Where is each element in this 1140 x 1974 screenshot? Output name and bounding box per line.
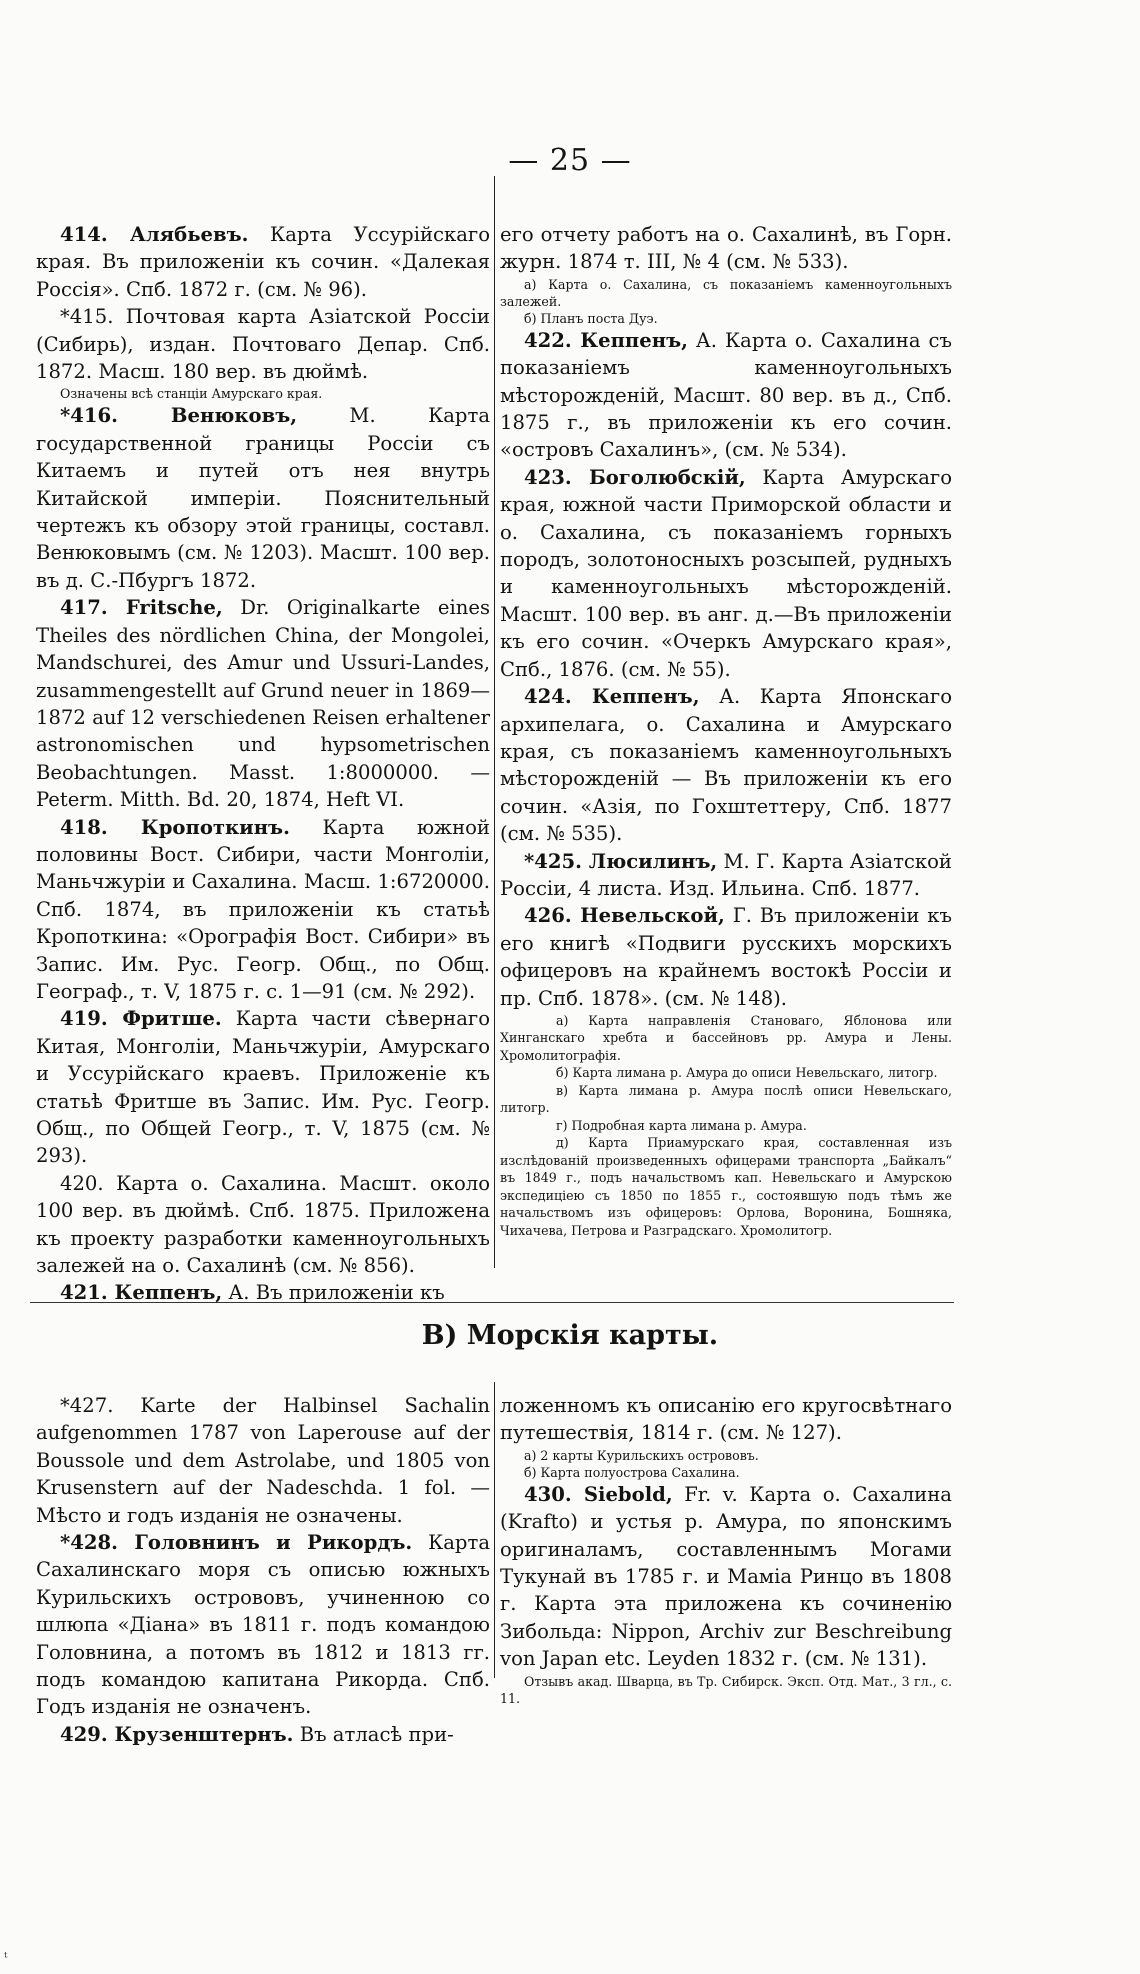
section-title: B) Морскія карты. xyxy=(421,1320,719,1351)
bibliography-entry xyxy=(500,327,952,464)
bibliography-entry xyxy=(36,814,490,1006)
entry-note xyxy=(36,385,490,402)
page-number: — 25 — xyxy=(508,143,632,178)
entry-subnote xyxy=(500,1134,952,1239)
column-4 xyxy=(500,1392,952,1707)
entry-text: Означены всѣ станціи Амурскаго края. xyxy=(60,386,323,402)
entry-note xyxy=(500,1673,952,1707)
entry-text: б) Карта полуострова Сахалина. xyxy=(524,1464,740,1480)
bibliography-entry xyxy=(36,594,490,813)
entry-text: Отзывъ акад. Шварца, въ Тр. Сибирск. Эксп. Отд. Мат., 3 гл., с. 11. xyxy=(500,1673,952,1706)
entry-author: 430. Siebold, xyxy=(524,1482,673,1506)
entry-author: 419. Фритше. xyxy=(60,1007,222,1031)
entry-subnote xyxy=(500,1117,952,1135)
entry-author: 423. Боголюбскій, xyxy=(524,465,746,489)
entry-text: Въ атласѣ при- xyxy=(293,1722,454,1746)
bibliography-entry xyxy=(500,683,952,847)
entry-text: Карта Амурскаго края, южной части Приморской области и о. Сахалина, съ показаніемъ горныхъ породъ, золотоносныхъ розсыпей, рудныхъ и каменноугольныхъ мѣсторожденій. Масшт. 100 вер. въ анг. д.—Въ приложеніи къ его сочин. «Очеркъ Амурскаго края», Спб., 1876. (см. № 55). xyxy=(500,465,952,681)
entry-author: 417. Fritsche, xyxy=(60,596,223,620)
entry-text: А. Въ приложеніи къ xyxy=(222,1281,445,1305)
entry-text: Карта южной половины Вост. Сибири, части Монголіи, Маньчжуріи и Сахалина. Масш. 1:6720000. Спб. 1874, въ приложеніи къ статьѣ Кропоткина: «Орографія Вост. Сибири» въ Запис. Им. Рус. Геогр. Общ., по Общ. Географ., т. V, 1875 г. с. 1—91 (см. № 292). xyxy=(36,815,490,1003)
entry-author: *425. Люсилинъ, xyxy=(524,849,718,873)
bibliography-entry xyxy=(36,1392,490,1529)
entry-note xyxy=(500,1464,952,1481)
bibliography-entry xyxy=(36,402,490,594)
column-1 xyxy=(36,221,490,1307)
entry-text: 420. Карта о. Сахалина. Масшт. около 100 вер. въ дюймѣ. Спб. 1875. Приложена къ проекту разработки каменноугольныхъ залежей на о. Сахалинѣ (см. № 856). xyxy=(36,1171,490,1278)
entry-author: 426. Невельской, xyxy=(524,904,725,928)
entry-text: б) Карта лимана р. Амура до описи Невельскаго, литогр. xyxy=(556,1065,938,1081)
bibliography-entry xyxy=(36,1170,490,1280)
entry-text: Dr. Originalkarte eines Theiles des nördlichen China, der Mongolei, Mandschurei, des Amur und Ussuri-Landes, zusammengestellt auf Grund neuer in 1869—1872 auf 12 verschiedenen Reisen erhaltener astronomischen und hypsometrischen Beobachtungen. Masst. 1:8000000. — Peterm. Mitth. Bd. 20, 1874, Heft VI. xyxy=(36,596,491,812)
entry-author: *416. Венюковъ, xyxy=(60,404,298,428)
entry-text: а) Карта направленія Становаго, Яблонова или Хинганскаго хребта и бассейновъ рр. Амура и Лены. Хромолитографія. xyxy=(500,1012,952,1063)
entry-text: А. Карта Японскаго архипелага, о. Сахалина и Амурскаго края, съ показаніемъ каменноугольныхъ мѣсторожденій — Въ приложеніи къ его сочин. «Азія, по Гохштеттеру, Спб. 1877 (см. № 535). xyxy=(500,685,952,846)
column-rule-bottom xyxy=(494,1382,495,1678)
entry-text: а) 2 карты Курильскихъ острововъ. xyxy=(524,1447,759,1463)
entry-text: его отчету работъ на о. Сахалинѣ, въ Горн. журн. 1874 т. III, № 4 (см. № 533). xyxy=(500,223,952,274)
column-3 xyxy=(36,1392,490,1748)
entry-author: 414. Алябьевъ. xyxy=(60,223,249,246)
bibliography-entry xyxy=(36,1529,490,1721)
entry-text: М. Г. Карта Азіатской Россіи, 4 листа. Изд. Ильина. Спб. 1877. xyxy=(500,849,952,900)
entry-text: б) Планъ поста Дуэ. xyxy=(524,310,658,326)
entry-text: а) Карта о. Сахалина, съ показаніемъ каменноугольныхъ залежей. xyxy=(500,276,952,309)
column-2 xyxy=(500,221,952,1239)
entry-subnote xyxy=(500,1012,952,1065)
column-rule-top xyxy=(494,176,495,1268)
entry-continuation xyxy=(500,1392,952,1447)
margin-mark: ᵗ xyxy=(4,1950,8,1966)
bibliography-entry xyxy=(36,1279,490,1306)
bibliography-entry xyxy=(500,464,952,683)
entry-note xyxy=(500,310,952,327)
bibliography-entry xyxy=(36,303,490,385)
entry-author: 418. Кропоткинъ. xyxy=(60,815,290,839)
entry-note xyxy=(500,276,952,310)
entry-continuation xyxy=(500,221,952,276)
bibliography-entry xyxy=(36,1721,490,1748)
entry-text: Fr. v. Карта о. Сахалина (Krafto) и устья р. Амура, по японскимъ оригиналамъ, составленнымъ Могами Тукунай въ 1785 г. и Маміа Ринцо въ 1808 г. Карта эта приложена къ сочиненію Зибольда: Nippon, Archiv zur Beschreibung von Japan etc. Leyden 1832 г. (см. № 131). xyxy=(500,1482,952,1671)
entry-text: Карта Сахалинскаго моря съ описью южныхъ Курильскихъ острововъ, учиненною со шлюпа «Діана» въ 1811 г. подъ командою Головнина, а потомъ въ 1812 и 1813 гг. подъ командою капитана Рикорда. Спб. Годъ изданія не означенъ. xyxy=(36,1531,491,1719)
bibliography-entry xyxy=(36,1005,490,1169)
entry-author: *428. Головнинъ и Рикордъ. xyxy=(60,1531,413,1555)
entry-text: в) Карта лимана р. Амура послѣ описи Невельскаго, литогр. xyxy=(500,1082,952,1116)
entry-subnote xyxy=(500,1082,952,1117)
entry-author: 422. Кеппенъ, xyxy=(524,328,688,352)
entry-author: 429. Крузенштернъ. xyxy=(60,1722,294,1746)
entry-text: Карта части сѣвернаго Китая, Монголіи, Маньчжуріи, Амурскаго и Уссурійскаго краевъ. Приложеніе къ статьѣ Фритше въ Запис. Им. Рус. Геогр. Общ., по Общей Геогр., т. V, 1875 (см. № 293). xyxy=(36,1007,490,1168)
entry-author: 421. Кеппенъ, xyxy=(60,1281,223,1305)
entry-text: д) Карта Приамурскаго края, составленная изъ изслѣдованій произведенныхъ офицерами транспорта „Байкалъ“ въ 1849 г., подъ начальствомъ кап. Невельскаго и Амурскою экспедиціею съ 1850 по 1855 г., состоявшую подъ тѣмъ же начальствомъ изъ офицеровъ: Орлова, Воронина, Бошняка, Чихачева, Петрова и Разградскаго. Хромолитогр. xyxy=(500,1135,952,1238)
entry-text: М. Карта государственной границы Россіи съ Китаемъ и путей отъ нея внутрь Китайской имперіи. Пояснительный чертежъ къ обзору этой границы, составл. Венюковымъ (см. № 1203). Масшт. 100 вер. въ д. С.-Пбургъ 1872. xyxy=(36,404,490,592)
entry-text: г) Подробная карта лимана р. Амура. xyxy=(556,1117,807,1133)
entry-text: Карта Уссурійскаго края. Въ приложеніи къ сочин. «Далекая Россія». Спб. 1872 г. (см. № 96). xyxy=(36,223,490,301)
entry-text: ложенномъ къ описанію его кругосвѣтнаго путешествія, 1814 г. (см. № 127). xyxy=(500,1394,952,1445)
entry-text: *427. Karte der Halbinsel Sachalin aufgenommen 1787 von Laperouse auf der Boussole und dem Astrolabe, und 1805 von Krusenstern auf der Nadeschda. 1 fol. — Мѣсто и годъ изданія не означены. xyxy=(36,1394,490,1527)
entry-text: А. Карта о. Сахалина съ показаніемъ каменноугольныхъ мѣсторожденій, Масшт. 80 вер. въ д., Спб. 1875 г., въ приложеніи къ его сочин. «островъ Сахалинъ», (см. № 534). xyxy=(500,328,952,462)
entry-text: Г. Въ приложеніи къ его книгѣ «Подвиги русскихъ морскихъ офицеровъ на крайнемъ востокѣ Россіи и пр. Спб. 1878». (см. № 148). xyxy=(500,904,952,1010)
entry-text: *415. Почтовая карта Азіатской Россіи (Сибирь), издан. Почтоваго Депар. Спб. 1872. Масш. 180 вер. въ дюймѣ. xyxy=(36,305,490,384)
entry-note xyxy=(500,1447,952,1464)
entry-subnote xyxy=(500,1064,952,1082)
bibliography-entry xyxy=(500,902,952,1012)
bibliography-entry xyxy=(500,1481,952,1673)
bibliography-entry xyxy=(36,221,490,303)
entry-author: 424. Кеппенъ, xyxy=(524,685,700,709)
bibliography-entry xyxy=(500,848,952,903)
